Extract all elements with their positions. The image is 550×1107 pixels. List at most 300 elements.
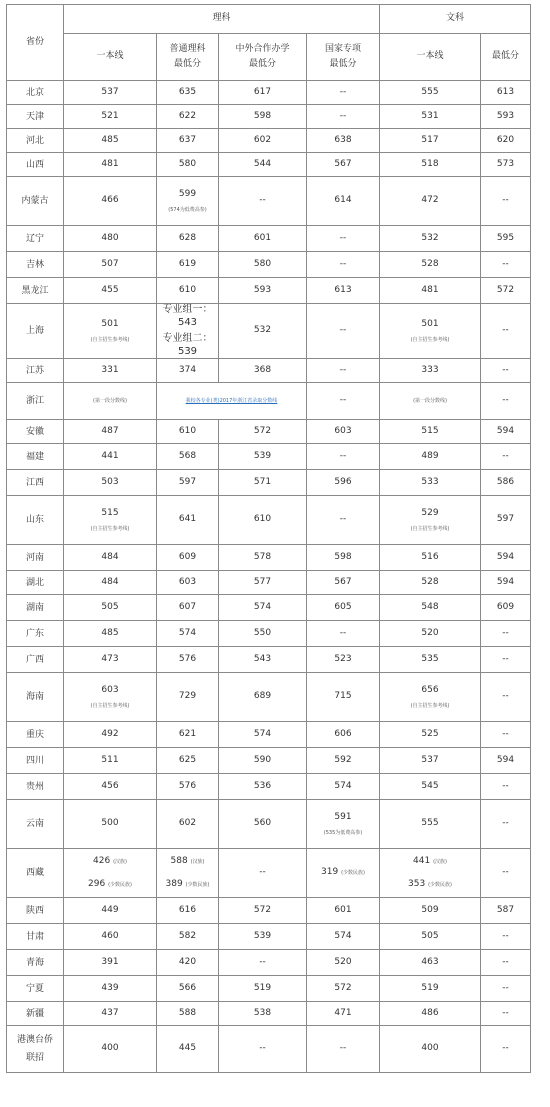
province-cell: 海南 (7, 673, 64, 722)
arts-tier1-cell (380, 252, 481, 278)
score-note: (第一段分数线) (413, 397, 447, 404)
score-value: 621 (178, 728, 197, 739)
arts-tier1-cell (380, 924, 481, 950)
score-note: (汉族) (113, 858, 127, 865)
arts-tier1-cell (380, 849, 481, 898)
score-value: -- (502, 956, 509, 967)
score-group (380, 856, 480, 867)
score-note: (自主招生参考线) (90, 703, 130, 710)
score-value: 613 (334, 284, 352, 295)
sci-tier1-cell (64, 177, 157, 226)
province-cell: 辽宁 (7, 226, 64, 252)
score-value: -- (502, 818, 509, 829)
arts-tier1-cell (380, 1026, 481, 1073)
arts-tier1-cell (380, 496, 481, 545)
score-value: -- (502, 780, 509, 791)
sci-general-cell (157, 571, 219, 595)
table-row (7, 444, 531, 470)
score-value: 594 (496, 425, 515, 436)
score-value: 574 (334, 930, 352, 941)
sci-tier1-cell (64, 595, 157, 621)
score-value: 521 (101, 110, 119, 121)
arts-min-cell (481, 800, 531, 849)
score-value: 597 (496, 514, 515, 525)
sci-tier1-cell (64, 383, 157, 420)
score-value: -- (502, 982, 509, 993)
arts-tier1-cell (380, 976, 481, 1002)
score-value: -- (259, 195, 266, 206)
score-value: 591 (334, 811, 352, 822)
score-value: 505 (101, 601, 119, 612)
score-note: (少数民族) (108, 882, 132, 888)
sci-tier1-cell (64, 226, 157, 252)
score-value: -- (339, 450, 347, 461)
sci-general-cell (157, 976, 219, 1002)
score-value: 543 (253, 653, 272, 664)
score-value: 573 (496, 158, 515, 169)
sci-tier1-cell (64, 722, 157, 748)
sci-general-cell (157, 950, 219, 976)
arts-min-cell (481, 304, 531, 359)
sci-coop-cell (219, 153, 307, 177)
table-row (7, 621, 531, 647)
score-value: 572 (496, 284, 515, 295)
score-value: 528 (421, 258, 439, 269)
sci-national-cell (307, 1026, 380, 1073)
arts-min-cell (481, 226, 531, 252)
score-value: 441 (101, 450, 119, 461)
arts-tier1-cell (380, 81, 481, 105)
sci-tier1-cell (64, 1002, 157, 1026)
score-value: 489 (421, 450, 439, 461)
score-value: 500 (101, 818, 119, 829)
arts-tier1-cell (380, 359, 481, 383)
sci-coop-cell (219, 898, 307, 924)
sci-coop-cell (219, 304, 307, 359)
arts-tier1-cell (380, 774, 481, 800)
score-value: 619 (178, 258, 197, 269)
score-value: -- (502, 450, 509, 461)
score-value: 587 (496, 904, 515, 915)
arts-min-cell (481, 595, 531, 621)
sci-general-cell (157, 849, 219, 898)
table-row (7, 950, 531, 976)
score-value: 572 (253, 904, 272, 915)
score-value: 449 (101, 904, 119, 915)
score-value: 535 (421, 653, 439, 664)
sci-coop-cell (219, 849, 307, 898)
arts-min-cell (481, 383, 531, 420)
header-sci-national: 国家专项 最低分 (307, 34, 380, 81)
score-value: 353 (408, 879, 426, 889)
arts-tier1-cell (380, 800, 481, 849)
score-note: (自主招生参考线) (410, 703, 450, 710)
score-value: 501 (421, 318, 439, 329)
sci-tier1-cell (64, 621, 157, 647)
score-value: -- (339, 364, 347, 375)
score-value: 516 (421, 551, 439, 562)
sci-general-cell (157, 129, 219, 153)
sci-national-cell (307, 252, 380, 278)
score-value: 532 (253, 325, 272, 336)
sci-general-cell (157, 304, 219, 359)
sci-general-cell (157, 924, 219, 950)
sci-coop-cell (219, 774, 307, 800)
sci-general-cell (157, 774, 219, 800)
score-value: 519 (253, 982, 272, 993)
score-value: 529 (421, 507, 439, 518)
sci-tier1-cell (64, 359, 157, 383)
sci-national-cell (307, 673, 380, 722)
score-value: 501 (101, 318, 119, 329)
province-cell: 青海 (7, 950, 64, 976)
score-value: 689 (253, 691, 272, 702)
arts-min-cell (481, 545, 531, 571)
sci-national-cell (307, 278, 380, 304)
score-value: 588 (178, 1007, 197, 1018)
sci-coop-cell (219, 571, 307, 595)
header-province: 省份 (7, 5, 64, 81)
province-cell: 湖南 (7, 595, 64, 621)
score-value: 537 (101, 86, 119, 97)
score-value: 507 (101, 258, 119, 269)
score-note: (自主招生参考线) (410, 526, 450, 533)
arts-tier1-cell (380, 621, 481, 647)
arts-tier1-cell (380, 595, 481, 621)
arts-tier1-cell (380, 105, 481, 129)
score-note: (574为低费高参) (168, 207, 207, 214)
score-value: 374 (178, 364, 197, 375)
arts-min-cell (481, 571, 531, 595)
score-value: -- (339, 258, 347, 269)
sci-coop-cell (219, 359, 307, 383)
score-value: 389 (165, 879, 183, 889)
header-arts-tier1: 一本线 (380, 34, 481, 81)
score-value: 635 (178, 86, 197, 97)
sci-coop-cell (219, 748, 307, 774)
score-group (157, 879, 218, 890)
score-value: 439 (101, 982, 119, 993)
province-cell: 山西 (7, 153, 64, 177)
sci-tier1-cell (64, 420, 157, 444)
score-note: (少数民族) (428, 882, 452, 888)
score-note: (自主招生参考线) (90, 526, 130, 533)
table-row (7, 1026, 531, 1073)
score-value: 509 (421, 904, 439, 915)
table-row (7, 496, 531, 545)
score-value: 517 (421, 134, 439, 145)
score-note: (自主招生参考线) (410, 337, 450, 344)
score-value: 555 (421, 86, 439, 97)
score-value: 578 (253, 551, 272, 562)
score-value: 391 (101, 956, 119, 967)
score-value: 437 (101, 1007, 119, 1018)
sci-national-cell (307, 153, 380, 177)
arts-min-cell (481, 105, 531, 129)
province-cell: 西藏 (7, 849, 64, 898)
score-value: -- (502, 728, 509, 739)
score-value: 567 (334, 576, 352, 587)
score-value: 574 (253, 601, 272, 612)
score-value: 607 (178, 601, 197, 612)
score-value: 580 (178, 158, 197, 169)
arts-min-cell (481, 621, 531, 647)
province-cell: 上海 (7, 304, 64, 359)
sci-coop-cell (219, 444, 307, 470)
score-note: (汉族) (433, 858, 447, 865)
score-value: 441 (413, 855, 431, 866)
sci-national-cell (307, 81, 380, 105)
score-value: -- (502, 325, 509, 336)
sci-coop-cell (219, 177, 307, 226)
score-value: 590 (253, 754, 272, 765)
score-value: 593 (496, 110, 515, 121)
score-value: 548 (421, 601, 439, 612)
sci-tier1-cell (64, 129, 157, 153)
score-value: 463 (421, 956, 439, 967)
score-value: 588 (170, 855, 188, 866)
province-cell: 福建 (7, 444, 64, 470)
sci-national-cell (307, 359, 380, 383)
sci-national-cell (307, 383, 380, 420)
sci-tier1-cell (64, 800, 157, 849)
sci-national-cell (307, 800, 380, 849)
score-value: 576 (178, 653, 197, 664)
header-arts: 文科 (380, 5, 531, 34)
table-row (7, 304, 531, 359)
table-row (7, 105, 531, 129)
sci-tier1-cell (64, 673, 157, 722)
sci-national-cell (307, 470, 380, 496)
sci-tier1-cell (64, 470, 157, 496)
province-cell: 吉林 (7, 252, 64, 278)
sci-national-cell (307, 105, 380, 129)
score-value: 613 (496, 86, 515, 97)
score-value: 609 (178, 551, 197, 562)
province-cell: 广东 (7, 621, 64, 647)
score-note: (少数民族) (185, 882, 210, 888)
score-value: 571 (253, 476, 272, 487)
score-value: 539 (253, 930, 272, 941)
sci-tier1-cell (64, 898, 157, 924)
score-value: 531 (421, 110, 439, 121)
score-value: 484 (101, 551, 119, 562)
sci-coop-cell (219, 420, 307, 444)
sci-general-cell (157, 496, 219, 545)
sci-tier1-cell (64, 81, 157, 105)
score-value: 544 (253, 158, 272, 169)
sci-tier1-cell (64, 153, 157, 177)
header-arts-min: 最低分 (481, 34, 531, 81)
score-value: 486 (421, 1007, 439, 1018)
score-value: 511 (101, 754, 119, 765)
sci-tier1-cell (64, 849, 157, 898)
score-value: 595 (496, 232, 515, 243)
score-value: -- (339, 86, 347, 97)
sci-tier1-cell (64, 496, 157, 545)
score-value: 586 (496, 476, 515, 487)
score-value: 574 (253, 728, 272, 739)
arts-min-cell (481, 252, 531, 278)
score-value: 473 (101, 653, 119, 664)
sci-general-cell (157, 177, 219, 226)
sci-coop-cell (219, 976, 307, 1002)
sci-national-cell (307, 950, 380, 976)
province-cell: 贵州 (7, 774, 64, 800)
table-row (7, 898, 531, 924)
arts-min-cell (481, 647, 531, 673)
sci-national-cell (307, 774, 380, 800)
sci-general-cell (157, 420, 219, 444)
score-value: 536 (253, 780, 272, 791)
score-value: 319 (321, 867, 339, 878)
arts-min-cell (481, 444, 531, 470)
score-value: 532 (421, 232, 439, 243)
province-cell: 广西 (7, 647, 64, 673)
score-value: 715 (334, 691, 352, 702)
arts-tier1-cell (380, 1002, 481, 1026)
province-cell: 宁夏 (7, 976, 64, 1002)
arts-tier1-cell (380, 470, 481, 496)
arts-tier1-cell (380, 673, 481, 722)
score-value: -- (502, 395, 509, 406)
arts-tier1-cell (380, 647, 481, 673)
sci-national-cell (307, 748, 380, 774)
score-value: -- (502, 653, 509, 664)
sci-tier1-cell (64, 252, 157, 278)
arts-tier1-cell (380, 950, 481, 976)
table-row (7, 177, 531, 226)
score-group (157, 856, 218, 867)
table-row (7, 383, 531, 420)
arts-tier1-cell (380, 304, 481, 359)
score-value: 481 (101, 158, 119, 169)
sci-national-cell (307, 420, 380, 444)
sci-tier1-cell (64, 1026, 157, 1073)
score-value: 609 (496, 601, 515, 612)
sci-tier1-cell (64, 444, 157, 470)
arts-tier1-cell (380, 420, 481, 444)
arts-min-cell (481, 129, 531, 153)
score-value: 专业组二：539 (162, 333, 213, 357)
table-row (7, 545, 531, 571)
arts-tier1-cell (380, 177, 481, 226)
arts-min-cell (481, 470, 531, 496)
arts-tier1-cell (380, 571, 481, 595)
arts-min-cell (481, 774, 531, 800)
sci-coop-cell (219, 545, 307, 571)
sci-general-cell (157, 105, 219, 129)
score-value: 520 (334, 956, 352, 967)
score-value: 601 (253, 232, 272, 243)
arts-min-cell (481, 924, 531, 950)
score-value: -- (339, 232, 347, 243)
score-value: -- (502, 867, 509, 878)
sci-coop-cell (219, 252, 307, 278)
score-value: 525 (421, 728, 439, 739)
arts-min-cell (481, 359, 531, 383)
sci-general-cell (157, 800, 219, 849)
score-value: 594 (496, 754, 515, 765)
sci-tier1-cell (64, 774, 157, 800)
arts-min-cell (481, 177, 531, 226)
province-cell: 天津 (7, 105, 64, 129)
province-cell: 甘肃 (7, 924, 64, 950)
sci-tier1-cell (64, 571, 157, 595)
score-value: 574 (178, 627, 197, 638)
sci-national-cell (307, 647, 380, 673)
table-row (7, 153, 531, 177)
score-value: 625 (178, 754, 197, 765)
score-value: 505 (421, 930, 439, 941)
arts-tier1-cell (380, 545, 481, 571)
score-note: (535为低费高参) (323, 830, 363, 837)
sci-coop-cell (219, 81, 307, 105)
table-row (7, 420, 531, 444)
sci-coop-cell (219, 226, 307, 252)
score-value: 594 (496, 576, 515, 587)
arts-min-cell (481, 1002, 531, 1026)
score-value: 480 (101, 232, 119, 243)
arts-tier1-cell (380, 444, 481, 470)
score-value: 616 (178, 904, 197, 915)
score-value: 572 (253, 425, 272, 436)
table-row (7, 647, 531, 673)
arts-min-cell (481, 153, 531, 177)
score-value: 519 (421, 982, 439, 993)
sci-general-cell (157, 545, 219, 571)
score-value: 492 (101, 728, 119, 739)
arts-min-cell (481, 81, 531, 105)
score-value: 603 (178, 576, 197, 587)
sci-general-cell (157, 1002, 219, 1026)
score-value: 487 (101, 425, 119, 436)
sci-general-cell (157, 278, 219, 304)
score-value: 580 (253, 258, 272, 269)
score-value: 400 (421, 1043, 439, 1054)
province-cell: 内蒙古 (7, 177, 64, 226)
score-group (380, 879, 480, 890)
score-value: 574 (334, 780, 352, 791)
table-row (7, 81, 531, 105)
province-cell: 北京 (7, 81, 64, 105)
arts-min-cell (481, 849, 531, 898)
sci-coop-cell (219, 105, 307, 129)
score-value: 455 (101, 284, 119, 295)
arts-min-cell (481, 898, 531, 924)
sci-coop-cell (219, 647, 307, 673)
sci-national-cell (307, 976, 380, 1002)
province-cell: 重庆 (7, 722, 64, 748)
sci-coop-cell (219, 673, 307, 722)
province-cell: 陕西 (7, 898, 64, 924)
sci-tier1-cell (64, 748, 157, 774)
sci-general-cell (157, 722, 219, 748)
sci-national-cell (307, 924, 380, 950)
score-value: -- (339, 1043, 347, 1054)
sci-tier1-cell (64, 304, 157, 359)
header-sci-coop: 中外合作办学 最低分 (219, 34, 307, 81)
score-value: 460 (101, 930, 119, 941)
sci-national-cell (307, 722, 380, 748)
score-value: 503 (101, 476, 119, 487)
score-value: 400 (101, 1043, 119, 1054)
sci-tier1-cell (64, 545, 157, 571)
arts-tier1-cell (380, 383, 481, 420)
score-note: (少数民族) (341, 870, 365, 877)
zhejiang-scores-link[interactable]: 我校各专业(类)2017年浙江省录取分数线 (185, 398, 278, 405)
province-cell: 港澳台侨 联招 (7, 1026, 64, 1073)
